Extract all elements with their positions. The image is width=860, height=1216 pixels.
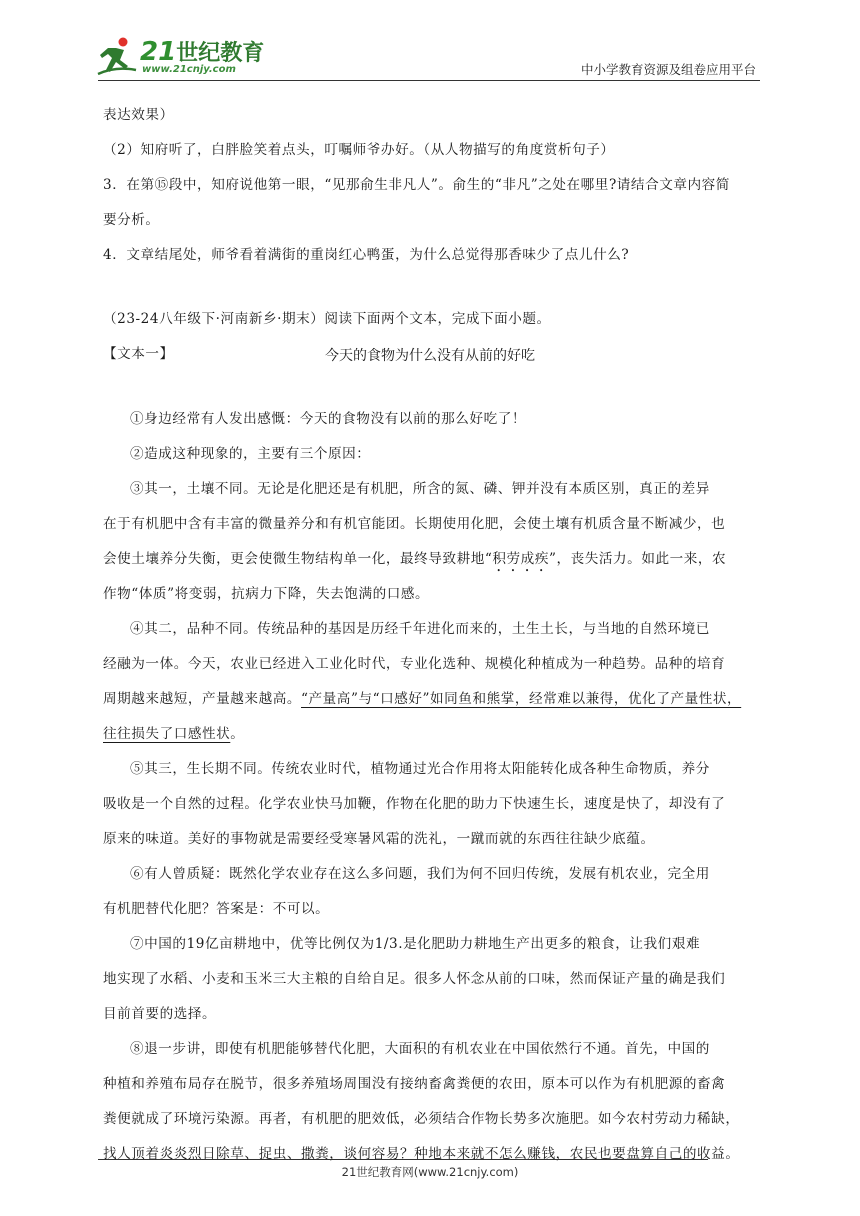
paragraph-7-line-2: 地实现了水稻、小麦和玉米三大主粮的自给自足。很多人怀念从前的口味，然而保证产量的确是我们 — [103, 971, 726, 987]
question-2: （2）知府听了，白胖脸笑着点头，叮嘱师爷办好。（从人物描写的角度赏析句子） — [103, 142, 615, 158]
paragraph-7-line-1: ⑦中国的19亿亩耕地中，优等比例仅为1/3.是化肥助力耕地生产出更多的粮食，让我们艰难 — [130, 936, 701, 952]
paragraph-3-line-1: ③其一，土壤不同。无论是化肥还是有机肥，所含的氮、磷、钾并没有本质区别，真正的差异 — [130, 481, 710, 497]
paragraph-2: ②造成这种现象的，主要有三个原因： — [130, 446, 371, 462]
article-title: 今天的食物为什么没有从前的好吃 — [325, 348, 535, 364]
logo-url: www.21cnjy.com — [142, 64, 236, 75]
paragraph-4-line-3 — [103, 682, 763, 717]
paragraph-3-line-3-b: ”，丧失活力。如此一来，农 — [548, 551, 727, 567]
paragraph-6-line-2: 有机肥替代化肥？答案是：不可以。 — [103, 901, 330, 917]
paragraph-4-line-4-end: 。 — [230, 726, 245, 742]
paragraph-8-line-3: 粪便就成了环境污染源。再者，有机肥的肥效低，必须结合作物长势多次施肥。如今农村劳动力稀缺， — [103, 1111, 740, 1127]
header-divider — [98, 80, 760, 81]
paragraph-8-line-1: ⑧退一步讲，即使有机肥能够替代化肥，大面积的有机农业在中国依然行不通。首先，中国的 — [130, 1041, 710, 1057]
logo-wordmark: 21世纪教育 — [140, 37, 265, 67]
paragraph-8-line-4: 找人顶着炎炎烈日除草、捉虫、撒粪，谈何容易？种地本来就不怎么赚钱，农民也要盘算自己的收益。 — [103, 1146, 740, 1162]
paragraph-5-line-2: 吸收是一个自然的过程。化学农业快马加鞭，作物在化肥的助力下快速生长，速度是快了，却没有了 — [103, 796, 726, 812]
paragraph-6-line-1: ⑥有人曾质疑：既然化学农业存在这么多问题，我们为何不回归传统，发展有机农业，完全用 — [130, 866, 710, 882]
page-header — [0, 0, 860, 82]
text-one-label: 【文本一】 — [103, 346, 174, 362]
paragraph-4-line-1: ④其二，品种不同。传统品种的基因是历经千年进化而来的，土生土长，与当地的自然环境已 — [130, 621, 710, 637]
question-4: 4．文章结尾处，师爷看着满街的重岗红心鸭蛋，为什么总觉得那香味少了点儿什么? — [103, 247, 630, 263]
footer-divider — [98, 1159, 708, 1160]
paragraph-4-line-2: 经融为一体。今天，农业已经进入工业化时代，专业化选种、规模化种植成为一种趋势。品种的培育 — [103, 656, 726, 672]
paragraph-5-line-1: ⑤其三，生长期不同。传统农业时代，植物通过光合作用将太阳能转化成各种生命物质，养分 — [130, 761, 710, 777]
paragraph-4-line-3-a: 周期越来越短，产量越来越高。 — [103, 691, 302, 707]
emphasized-phrase: 积劳成疾 — [492, 551, 549, 567]
paragraph-1: ①身边经常有人发出感慨：今天的食物没有以前的那么好吃了！ — [130, 411, 527, 427]
question-3-line-2: 要分析。 — [103, 212, 160, 228]
passage-source-text: （23-24八年级下·河南新乡·期末）阅读下面两个文本，完成下面小题。 — [103, 311, 551, 327]
logo — [96, 34, 266, 78]
underlined-sentence-a: “产量高”与“口感好”如同鱼和熊掌，经常难以兼得，优化了产量性状， — [301, 691, 742, 707]
paragraph-3-line-4: 作物“体质”将变弱，抗病力下降，失去饱满的口感。 — [103, 586, 430, 602]
questions-block — [103, 98, 763, 273]
paragraph-4-line-4 — [103, 717, 763, 752]
platform-name: 中小学教育资源及组卷应用平台 — [580, 62, 756, 77]
article-body — [103, 402, 763, 1172]
runner-logo-icon — [96, 36, 138, 76]
paragraph-3-line-3-a: 会使土壤养分失衡，更会使微生物结构单一化，最终导致耕地“ — [103, 551, 493, 567]
paragraph-3-line-2: 在于有机肥中含有丰富的微量养分和有机官能团。长期使用化肥，会使土壤有机质含量不断减少，也 — [103, 516, 726, 532]
paragraph-5-line-3: 原来的味道。美好的事物就是需要经受寒暑风霜的洗礼，一蹴而就的东西往往缺少底蕴。 — [103, 831, 655, 847]
paragraph-3-line-3 — [103, 542, 763, 577]
question-3-line-1: 3．在第⑮段中，知府说他第一眼，“见那俞生非凡人”。俞生的“非凡”之处在哪里?请结合文章内容简 — [103, 177, 730, 193]
question-1-tail: 表达效果） — [103, 107, 174, 123]
paragraph-7-line-3: 目前首要的选择。 — [103, 1006, 217, 1022]
underlined-sentence-b: 往往损失了口感性状 — [103, 726, 231, 742]
page-footer: 21世纪教育网(www.21cnjy.com) — [341, 1165, 519, 1179]
paragraph-8-line-2: 种植和养殖布局存在脱节，很多养殖场周围没有接纳畜禽粪便的农田，原本可以作为有机肥源的畜禽 — [103, 1076, 726, 1092]
